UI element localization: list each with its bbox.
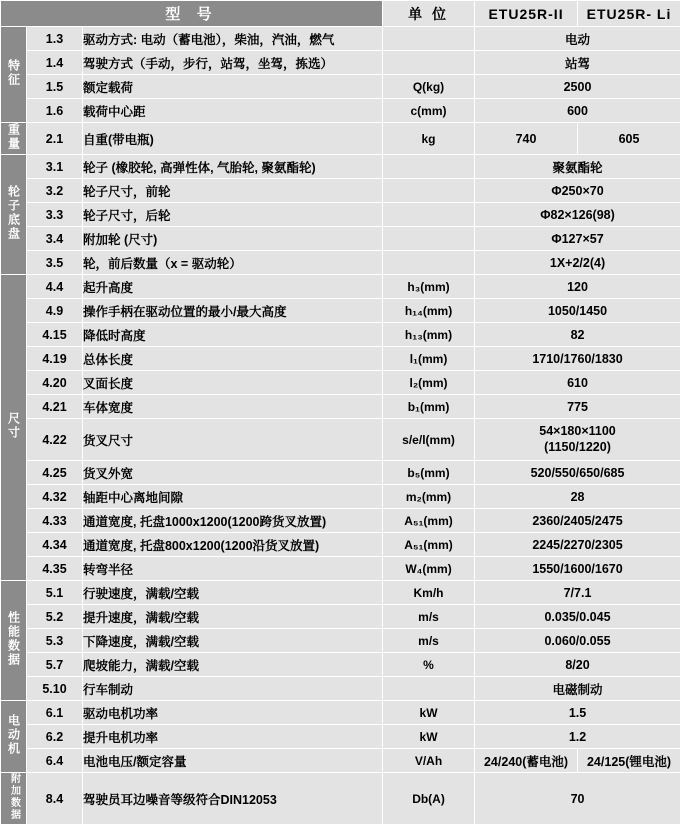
row-value: 2245/2270/2305 bbox=[475, 533, 680, 557]
group-text-performance: 性能数据 bbox=[8, 611, 20, 667]
row-number: 5.2 bbox=[27, 605, 83, 629]
row-unit: kW bbox=[383, 725, 475, 749]
row-number: 4.25 bbox=[27, 461, 83, 485]
row-unit: m/s bbox=[383, 605, 475, 629]
group-text-extra: 附加数据 bbox=[9, 773, 19, 821]
row-unit: Km/h bbox=[383, 581, 475, 605]
row-unit: s/e/l(mm) bbox=[383, 419, 475, 461]
row-number: 4.22 bbox=[27, 419, 83, 461]
row-description: 车体宽度 bbox=[83, 395, 383, 419]
row-description: 提升速度，满载/空载 bbox=[83, 605, 383, 629]
row-value: 1X+2/2(4) bbox=[475, 251, 680, 275]
row-number: 4.15 bbox=[27, 323, 83, 347]
group-text-motor: 电动机 bbox=[8, 714, 20, 756]
row-description: 载荷中心距 bbox=[83, 99, 383, 123]
row-value: Φ82×126(98) bbox=[475, 203, 680, 227]
group-text-features: 特征 bbox=[8, 59, 20, 87]
table-row bbox=[1, 299, 680, 323]
row-value: 28 bbox=[475, 485, 680, 509]
header-col1: ETU25R-II bbox=[475, 1, 578, 27]
row-description: 转弯半径 bbox=[83, 557, 383, 581]
table-row bbox=[1, 155, 680, 179]
table-row bbox=[1, 123, 680, 155]
row-value: Φ250×70 bbox=[475, 179, 680, 203]
row-description: 通道宽度, 托盘800x1200(1200沿货叉放置) bbox=[83, 533, 383, 557]
row-description: 货叉尺寸 bbox=[83, 419, 383, 461]
row-value: 82 bbox=[475, 323, 680, 347]
table-header-row bbox=[1, 1, 680, 27]
row-unit bbox=[383, 179, 475, 203]
row-number: 5.3 bbox=[27, 629, 83, 653]
row-value: 1550/1600/1670 bbox=[475, 557, 680, 581]
row-description: 总体长度 bbox=[83, 347, 383, 371]
row-value: 2360/2405/2475 bbox=[475, 509, 680, 533]
row-unit: m₂(mm) bbox=[383, 485, 475, 509]
row-number: 5.10 bbox=[27, 677, 83, 701]
table-row bbox=[1, 179, 680, 203]
row-value: 电磁制动 bbox=[475, 677, 680, 701]
table-row bbox=[1, 347, 680, 371]
row-unit: kW bbox=[383, 701, 475, 725]
row-number: 6.2 bbox=[27, 725, 83, 749]
row-value bbox=[475, 419, 680, 461]
row-unit: A₅₁(mm) bbox=[383, 533, 475, 557]
row-unit bbox=[383, 51, 475, 75]
row-description: 货叉外宽 bbox=[83, 461, 383, 485]
row-value: 520/550/650/685 bbox=[475, 461, 680, 485]
row-number: 3.4 bbox=[27, 227, 83, 251]
row-value: 0.060/0.055 bbox=[475, 629, 680, 653]
table-row bbox=[1, 701, 680, 725]
row-description: 驾驶方式（手动，步行，站驾，坐驾，拣选） bbox=[83, 51, 383, 75]
group-text-wheels: 轮子底盘 bbox=[8, 185, 20, 241]
row-value: 0.035/0.045 bbox=[475, 605, 680, 629]
row-description: 提升电机功率 bbox=[83, 725, 383, 749]
row-description: 轮子 (橡胶轮, 高弹性体, 气胎轮, 聚氨酯轮) bbox=[83, 155, 383, 179]
row-value-line1: 54×180×1100 bbox=[475, 424, 680, 440]
row-description: 起升高度 bbox=[83, 275, 383, 299]
row-description: 电池电压/额定容量 bbox=[83, 749, 383, 773]
row-unit: % bbox=[383, 653, 475, 677]
group-text-weight: 重量 bbox=[8, 123, 20, 151]
row-unit: A₅₁(mm) bbox=[383, 509, 475, 533]
row-value: 8/20 bbox=[475, 653, 680, 677]
table-row bbox=[1, 533, 680, 557]
header-model: 型 号 bbox=[1, 1, 383, 27]
row-value-col2: 24/125(锂电池) bbox=[578, 749, 680, 773]
table-row bbox=[1, 725, 680, 749]
row-unit: m/s bbox=[383, 629, 475, 653]
row-value: 1.5 bbox=[475, 701, 680, 725]
table-row bbox=[1, 509, 680, 533]
row-unit: b₅(mm) bbox=[383, 461, 475, 485]
table-row bbox=[1, 581, 680, 605]
group-label-wheels bbox=[1, 155, 27, 275]
table-row bbox=[1, 461, 680, 485]
row-value: 聚氨酯轮 bbox=[475, 155, 680, 179]
row-number: 4.21 bbox=[27, 395, 83, 419]
row-description: 通道宽度, 托盘1000x1200(1200跨货叉放置) bbox=[83, 509, 383, 533]
table-row bbox=[1, 773, 680, 825]
row-value: 站驾 bbox=[475, 51, 680, 75]
row-description: 行驶速度，满载/空载 bbox=[83, 581, 383, 605]
table-row bbox=[1, 557, 680, 581]
row-number: 6.4 bbox=[27, 749, 83, 773]
header-col2: ETU25R- Li bbox=[578, 1, 680, 27]
row-value: Φ127×57 bbox=[475, 227, 680, 251]
table-row bbox=[1, 251, 680, 275]
row-value: 70 bbox=[475, 773, 680, 825]
row-unit: h₃(mm) bbox=[383, 275, 475, 299]
table-row bbox=[1, 653, 680, 677]
row-number: 1.6 bbox=[27, 99, 83, 123]
row-value-col1: 24/240(蓄电池) bbox=[475, 749, 578, 773]
row-description: 轮子尺寸，后轮 bbox=[83, 203, 383, 227]
group-label-weight bbox=[1, 123, 27, 155]
row-number: 4.4 bbox=[27, 275, 83, 299]
table-row bbox=[1, 75, 680, 99]
row-number: 1.5 bbox=[27, 75, 83, 99]
row-unit: kg bbox=[383, 123, 475, 155]
row-unit: Db(A) bbox=[383, 773, 475, 825]
row-value: 610 bbox=[475, 371, 680, 395]
row-number: 1.4 bbox=[27, 51, 83, 75]
row-number: 4.9 bbox=[27, 299, 83, 323]
row-unit: h₁₄(mm) bbox=[383, 299, 475, 323]
row-description: 驾驶员耳边噪音等级符合DIN12053 bbox=[83, 773, 383, 825]
row-unit: V/Ah bbox=[383, 749, 475, 773]
row-number: 3.2 bbox=[27, 179, 83, 203]
row-description: 附加轮 (尺寸) bbox=[83, 227, 383, 251]
row-number: 3.3 bbox=[27, 203, 83, 227]
row-value: 2500 bbox=[475, 75, 680, 99]
row-description: 行车制动 bbox=[83, 677, 383, 701]
row-description: 操作手柄在驱动位置的最小/最大高度 bbox=[83, 299, 383, 323]
row-number: 8.4 bbox=[27, 773, 83, 825]
row-value-line2: (1150/1220) bbox=[475, 440, 680, 456]
group-label-dimensions bbox=[1, 275, 27, 581]
row-number: 5.7 bbox=[27, 653, 83, 677]
row-description: 爬坡能力，满载/空载 bbox=[83, 653, 383, 677]
row-unit bbox=[383, 677, 475, 701]
row-unit: l₂(mm) bbox=[383, 371, 475, 395]
row-number: 4.34 bbox=[27, 533, 83, 557]
row-number: 2.1 bbox=[27, 123, 83, 155]
group-label-motor bbox=[1, 701, 27, 773]
row-value: 1710/1760/1830 bbox=[475, 347, 680, 371]
row-unit: b₁(mm) bbox=[383, 395, 475, 419]
row-number: 4.19 bbox=[27, 347, 83, 371]
row-unit bbox=[383, 227, 475, 251]
table-row bbox=[1, 419, 680, 461]
row-value: 1050/1450 bbox=[475, 299, 680, 323]
row-description: 轮，前后数量（x = 驱动轮） bbox=[83, 251, 383, 275]
table-row bbox=[1, 677, 680, 701]
row-unit bbox=[383, 251, 475, 275]
row-value: 600 bbox=[475, 99, 680, 123]
row-description: 驱动电机功率 bbox=[83, 701, 383, 725]
row-unit: h₁₃(mm) bbox=[383, 323, 475, 347]
row-number: 4.32 bbox=[27, 485, 83, 509]
row-value-col1: 740 bbox=[475, 123, 578, 155]
row-number: 4.35 bbox=[27, 557, 83, 581]
table-row bbox=[1, 99, 680, 123]
row-description: 下降速度，满载/空载 bbox=[83, 629, 383, 653]
group-label-features bbox=[1, 27, 27, 123]
table-row bbox=[1, 203, 680, 227]
row-unit: Q(kg) bbox=[383, 75, 475, 99]
row-description: 降低时高度 bbox=[83, 323, 383, 347]
row-unit bbox=[383, 27, 475, 51]
row-description: 轴距中心离地间隙 bbox=[83, 485, 383, 509]
table-row bbox=[1, 51, 680, 75]
row-description: 额定载荷 bbox=[83, 75, 383, 99]
row-unit: W₄(mm) bbox=[383, 557, 475, 581]
row-value-col2: 605 bbox=[578, 123, 680, 155]
row-value: 120 bbox=[475, 275, 680, 299]
table-row bbox=[1, 27, 680, 51]
row-number: 6.1 bbox=[27, 701, 83, 725]
row-number: 3.1 bbox=[27, 155, 83, 179]
row-number: 4.20 bbox=[27, 371, 83, 395]
row-unit bbox=[383, 203, 475, 227]
row-value: 775 bbox=[475, 395, 680, 419]
row-number: 4.33 bbox=[27, 509, 83, 533]
row-number: 5.1 bbox=[27, 581, 83, 605]
row-description: 自重(带电瓶) bbox=[83, 123, 383, 155]
row-value: 7/7.1 bbox=[475, 581, 680, 605]
table-row bbox=[1, 323, 680, 347]
row-description: 驱动方式: 电动（蓄电池），柴油，汽油，燃气 bbox=[83, 27, 383, 51]
row-value: 电动 bbox=[475, 27, 680, 51]
row-value: 1.2 bbox=[475, 725, 680, 749]
group-label-performance bbox=[1, 581, 27, 701]
header-unit: 单 位 bbox=[383, 1, 475, 27]
group-text-dimensions: 尺寸 bbox=[8, 412, 20, 440]
table-row bbox=[1, 605, 680, 629]
row-unit: l₁(mm) bbox=[383, 347, 475, 371]
table-row bbox=[1, 629, 680, 653]
row-description: 轮子尺寸，前轮 bbox=[83, 179, 383, 203]
table-row bbox=[1, 395, 680, 419]
row-description: 叉面长度 bbox=[83, 371, 383, 395]
row-unit bbox=[383, 155, 475, 179]
table-row bbox=[1, 275, 680, 299]
table-row bbox=[1, 749, 680, 773]
table-row bbox=[1, 371, 680, 395]
row-unit: c(mm) bbox=[383, 99, 475, 123]
row-number: 3.5 bbox=[27, 251, 83, 275]
row-number: 1.3 bbox=[27, 27, 83, 51]
group-label-extra bbox=[1, 773, 27, 825]
table-row bbox=[1, 227, 680, 251]
table-row bbox=[1, 485, 680, 509]
